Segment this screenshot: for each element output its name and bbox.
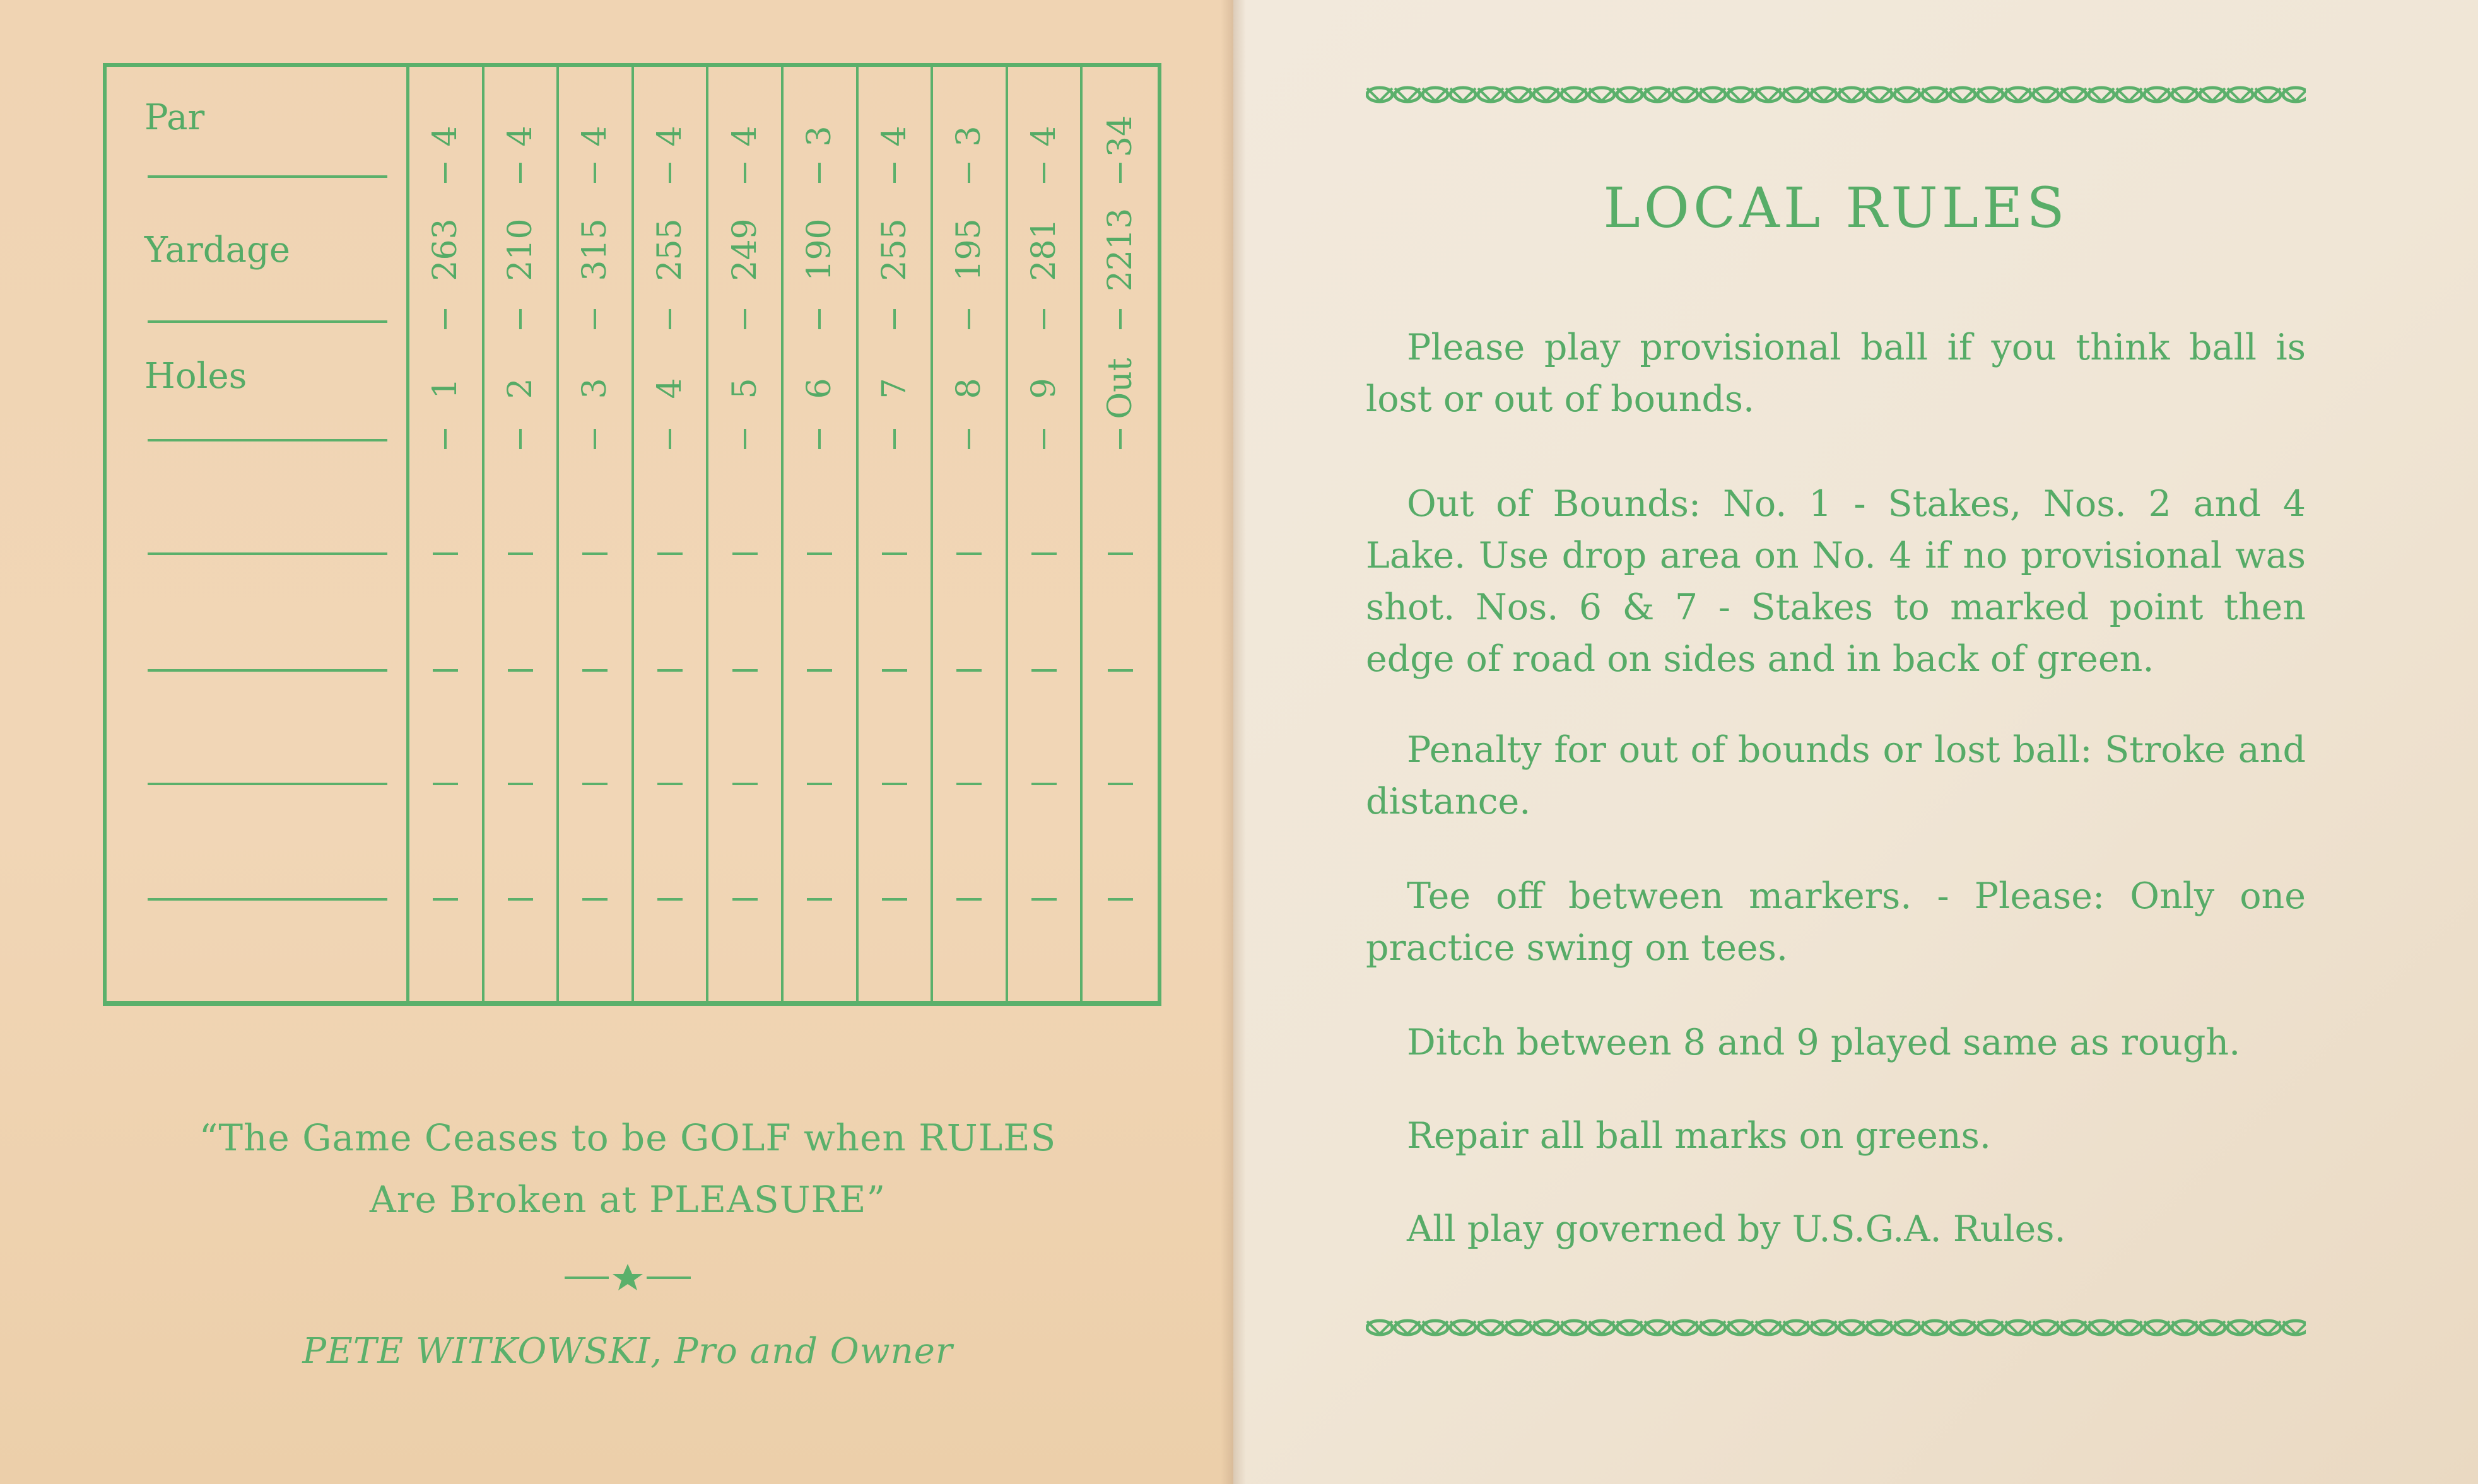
player-name-line[interactable] xyxy=(148,783,387,785)
cell-separator xyxy=(444,309,447,329)
hole-par: 4 xyxy=(501,126,539,147)
hole-column xyxy=(784,67,859,1001)
cell-separator xyxy=(744,429,746,449)
score-entry-line[interactable] xyxy=(807,669,832,672)
hole-column xyxy=(409,67,484,1001)
rule-provisional-ball: Please play provisional ball if you think ball is lost or out of bounds. xyxy=(1366,327,2306,420)
score-entry-line[interactable] xyxy=(882,783,907,785)
score-entry-line[interactable] xyxy=(956,669,982,672)
hole-column xyxy=(484,67,560,1001)
score-entry-line[interactable] xyxy=(657,898,683,901)
cell-separator xyxy=(818,163,821,183)
cell-separator xyxy=(1043,163,1045,183)
score-entry-line[interactable] xyxy=(732,552,758,555)
cell-separator xyxy=(444,163,447,183)
score-entry-line[interactable] xyxy=(582,898,608,901)
hole-par: 3 xyxy=(801,126,839,147)
score-entry-line[interactable] xyxy=(807,552,832,555)
hole-par: 4 xyxy=(651,126,690,147)
hole-number: 1 xyxy=(426,378,465,399)
center-fold xyxy=(1221,0,1246,1484)
score-entry-line[interactable] xyxy=(433,783,458,785)
golf-quote xyxy=(63,1107,1192,1230)
hole-yardage: 263 xyxy=(426,218,465,281)
score-entry-line[interactable] xyxy=(582,552,608,555)
hole-number: 2 xyxy=(501,378,539,399)
chain-border-top-icon xyxy=(1366,76,2306,114)
score-entry-line[interactable] xyxy=(882,898,907,901)
score-entry-line[interactable] xyxy=(882,669,907,672)
score-entry-line[interactable] xyxy=(433,552,458,555)
rule-usga: All play governed by U.S.G.A. Rules. xyxy=(1407,1208,2066,1250)
score-entry-line[interactable] xyxy=(433,898,458,901)
score-entry-line[interactable] xyxy=(508,783,533,785)
hole-number: 6 xyxy=(801,378,839,399)
cell-separator xyxy=(519,429,522,449)
hole-yardage: 255 xyxy=(875,218,913,281)
score-entry-line[interactable] xyxy=(582,669,608,672)
score-entry-line[interactable] xyxy=(1031,783,1057,785)
player-name-line[interactable] xyxy=(148,669,387,672)
cell-separator xyxy=(1119,429,1122,449)
hole-column xyxy=(708,67,784,1001)
cell-separator xyxy=(1119,309,1122,329)
rule-tee-off: Tee off between markers. - Please: Only one practice swing on tees. xyxy=(1366,875,2306,969)
chain-border-bottom-icon xyxy=(1366,1309,2306,1347)
cell-separator xyxy=(594,429,596,449)
score-entry-line[interactable] xyxy=(582,783,608,785)
cell-separator xyxy=(818,309,821,329)
hole-yardage: 249 xyxy=(725,218,764,281)
score-entry-line[interactable] xyxy=(956,783,982,785)
cell-separator xyxy=(594,163,596,183)
cell-separator xyxy=(519,309,522,329)
score-entry-line[interactable] xyxy=(732,783,758,785)
cell-separator xyxy=(669,163,671,183)
score-entry-line[interactable] xyxy=(433,669,458,672)
quote-line-1: “The Game Ceases to be GOLF when RULES xyxy=(199,1116,1057,1159)
name-line xyxy=(148,175,387,178)
hole-par: 4 xyxy=(576,126,614,147)
cell-separator xyxy=(444,429,447,449)
player-name-line[interactable] xyxy=(148,552,387,555)
cell-separator xyxy=(968,163,970,183)
row-label-yardage: Yardage xyxy=(144,230,290,271)
hole-column xyxy=(1008,67,1083,1001)
hole-yardage: 190 xyxy=(801,218,839,281)
score-entry-line[interactable] xyxy=(807,783,832,785)
cell-separator xyxy=(1043,309,1045,329)
local-rules-title: LOCAL RULES xyxy=(1603,175,2069,240)
rule-repair-ball-marks: Repair all ball marks on greens. xyxy=(1407,1115,1991,1157)
score-entry-line[interactable] xyxy=(508,898,533,901)
cell-separator xyxy=(594,309,596,329)
score-entry-line[interactable] xyxy=(1031,552,1057,555)
hole-par: 34 xyxy=(1101,115,1139,158)
rule-ditch: Ditch between 8 and 9 played same as rough. xyxy=(1407,1022,2241,1063)
cell-separator xyxy=(1119,163,1122,183)
score-entry-line[interactable] xyxy=(508,552,533,555)
cell-separator xyxy=(669,309,671,329)
hole-column xyxy=(559,67,634,1001)
cell-separator xyxy=(893,309,896,329)
score-entry-line[interactable] xyxy=(657,669,683,672)
score-entry-line[interactable] xyxy=(657,552,683,555)
hole-yardage: 210 xyxy=(501,218,539,281)
score-entry-line[interactable] xyxy=(882,552,907,555)
cell-separator xyxy=(818,429,821,449)
hole-number: 9 xyxy=(1025,378,1064,399)
row-label-par: Par xyxy=(144,97,205,138)
rule-out-of-bounds: Out of Bounds: No. 1 - Stakes, Nos. 2 and 4 Lake. Use drop area on No. 4 if no provisional was shot. Nos. 6 & 7 - Stakes to marked point then edge of road on sides and in back of green. xyxy=(1366,483,2306,680)
score-entry-line[interactable] xyxy=(1108,783,1133,785)
hole-par: 4 xyxy=(426,126,465,147)
hole-par: 4 xyxy=(725,126,764,147)
rule-penalty: Penalty for out of bounds or lost ball: Stroke and distance. xyxy=(1366,729,2306,822)
hole-column xyxy=(859,67,934,1001)
hole-column xyxy=(634,67,709,1001)
score-entry-line[interactable] xyxy=(732,669,758,672)
hole-par: 4 xyxy=(875,126,913,147)
hole-yardage: 2213 xyxy=(1101,207,1139,292)
hole-number: 4 xyxy=(651,378,690,399)
cell-separator xyxy=(744,309,746,329)
hole-number: 8 xyxy=(950,378,989,399)
cell-separator xyxy=(669,429,671,449)
cell-separator xyxy=(519,163,522,183)
hole-number: 7 xyxy=(875,378,913,399)
score-entry-line[interactable] xyxy=(807,898,832,901)
cell-separator xyxy=(968,429,970,449)
cell-separator xyxy=(893,429,896,449)
score-entry-line[interactable] xyxy=(508,669,533,672)
hole-column xyxy=(1083,67,1158,1001)
hole-par: 4 xyxy=(1025,126,1064,147)
cell-separator xyxy=(893,163,896,183)
name-line xyxy=(148,439,387,441)
score-entry-line[interactable] xyxy=(956,552,982,555)
hole-number: 5 xyxy=(725,378,764,399)
star-divider-icon xyxy=(561,1260,694,1292)
score-entry-line[interactable] xyxy=(1108,669,1133,672)
score-entry-line[interactable] xyxy=(657,783,683,785)
hole-yardage: 315 xyxy=(576,218,614,281)
row-label-holes: Holes xyxy=(144,356,247,397)
score-entry-line[interactable] xyxy=(1031,669,1057,672)
score-entry-line[interactable] xyxy=(1108,898,1133,901)
cell-separator xyxy=(1043,429,1045,449)
quote-line-2: Are Broken at PLEASURE” xyxy=(369,1178,886,1221)
hole-number: Out xyxy=(1101,358,1139,419)
hole-yardage: 255 xyxy=(651,218,690,281)
player-name-line[interactable] xyxy=(148,898,387,901)
score-entry-line[interactable] xyxy=(732,898,758,901)
hole-number: 3 xyxy=(576,378,614,399)
score-entry-line[interactable] xyxy=(1108,552,1133,555)
name-line xyxy=(148,320,387,323)
score-entry-line[interactable] xyxy=(1031,898,1057,901)
hole-column xyxy=(933,67,1008,1001)
score-entry-line[interactable] xyxy=(956,898,982,901)
hole-par: 3 xyxy=(950,126,989,147)
hole-yardage: 195 xyxy=(950,218,989,281)
pro-owner-credit: PETE WITKOWSKI, Pro and Owner xyxy=(302,1331,953,1372)
cell-separator xyxy=(744,163,746,183)
hole-yardage: 281 xyxy=(1025,218,1064,281)
scorecard-grid xyxy=(103,63,1161,1006)
player-name-column xyxy=(107,67,409,1001)
cell-separator xyxy=(968,309,970,329)
